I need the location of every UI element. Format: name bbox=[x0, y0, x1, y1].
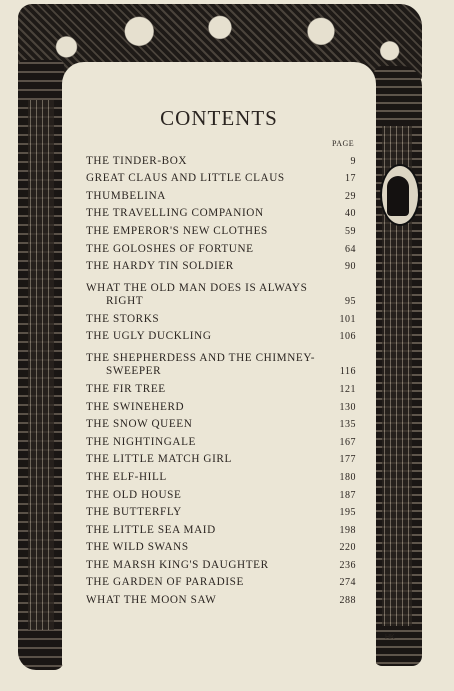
contents-entry bbox=[86, 168, 356, 186]
decorative-border-left bbox=[18, 60, 64, 670]
contents-entry bbox=[86, 343, 356, 378]
contents-entry bbox=[86, 431, 356, 449]
entry-title: THUMBELINA bbox=[86, 189, 166, 202]
entry-page: 121 bbox=[339, 383, 356, 395]
entry-page: 274 bbox=[339, 577, 356, 589]
entry-title: THE EMPEROR'S NEW CLOTHES bbox=[86, 224, 268, 237]
entry-title: THE GARDEN OF PARADISE bbox=[86, 576, 244, 589]
entry-page: 90 bbox=[345, 261, 356, 273]
entry-title: THE STORKS bbox=[86, 312, 160, 325]
entry-title: THE BUTTERFLY bbox=[86, 506, 182, 519]
contents-entry bbox=[86, 150, 356, 168]
contents-entry bbox=[86, 449, 356, 467]
page-column-label: PAGE bbox=[332, 139, 355, 148]
entry-title: THE SNOW QUEEN bbox=[86, 418, 193, 431]
entry-page: 167 bbox=[339, 436, 356, 448]
entry-page: 180 bbox=[339, 471, 356, 483]
entry-title: THE TINDER-BOX bbox=[86, 154, 188, 167]
entry-title: THE UGLY DUCKLING bbox=[86, 330, 212, 343]
contents-entry bbox=[86, 396, 356, 414]
contents-entry bbox=[86, 326, 356, 344]
entry-page: 101 bbox=[339, 313, 356, 325]
entry-page: 198 bbox=[339, 524, 356, 536]
entry-title: THE TRAVELLING COMPANION bbox=[86, 207, 264, 220]
contents-entry bbox=[86, 589, 356, 607]
entry-page: 220 bbox=[339, 542, 356, 554]
entry-title: THE GOLOSHES OF FORTUNE bbox=[86, 242, 254, 255]
contents-entry bbox=[86, 502, 356, 520]
contents-entry bbox=[86, 220, 356, 238]
entry-page: 59 bbox=[345, 225, 356, 237]
entry-page: 64 bbox=[345, 243, 356, 255]
contents-entry bbox=[86, 256, 356, 274]
contents-entry bbox=[86, 466, 356, 484]
entry-title: GREAT CLAUS AND LITTLE CLAUS bbox=[86, 172, 285, 185]
entry-page: 187 bbox=[339, 489, 356, 501]
contents-entry bbox=[86, 308, 356, 326]
entry-title: WHAT THE MOON SAW bbox=[86, 594, 217, 607]
illustrator-monogram: HK bbox=[385, 634, 395, 641]
entry-title: THE HARDY TIN SOLDIER bbox=[86, 260, 234, 273]
entry-title: THE FIR TREE bbox=[86, 382, 166, 395]
entry-title: THE OLD HOUSE bbox=[86, 488, 182, 501]
decorative-border-right bbox=[374, 66, 422, 666]
entry-page: 29 bbox=[345, 190, 356, 202]
entry-page: 9 bbox=[350, 155, 356, 167]
entry-title: THE WILD SWANS bbox=[86, 541, 189, 554]
entry-title bbox=[86, 352, 326, 378]
contents-entry bbox=[86, 203, 356, 221]
entry-title: THE MARSH KING'S DAUGHTER bbox=[86, 558, 269, 571]
entry-title-line1: WHAT THE OLD MAN DOES IS ALWAYS bbox=[86, 282, 308, 295]
contents-list bbox=[86, 150, 356, 607]
entry-page: 130 bbox=[339, 401, 356, 413]
entry-title: THE LITTLE SEA MAID bbox=[86, 523, 216, 536]
entry-title-line2: SWEEPER bbox=[106, 365, 162, 378]
entry-page: 106 bbox=[339, 331, 356, 343]
entry-title: THE ELF-HILL bbox=[86, 470, 167, 483]
contents-entry bbox=[86, 414, 356, 432]
contents-entry bbox=[86, 572, 356, 590]
entry-title: THE NIGHTINGALE bbox=[86, 435, 196, 448]
entry-page: 236 bbox=[339, 559, 356, 571]
entry-page: 195 bbox=[339, 507, 356, 519]
entry-title: THE LITTLE MATCH GIRL bbox=[86, 453, 232, 466]
contents-entry bbox=[86, 378, 356, 396]
entry-page: 116 bbox=[339, 366, 356, 378]
entry-title-line1: THE SHEPHERDESS AND THE CHIMNEY- bbox=[86, 352, 316, 365]
contents-entry bbox=[86, 537, 356, 555]
entry-page: 17 bbox=[345, 173, 356, 185]
contents-entry bbox=[86, 185, 356, 203]
contents-entry bbox=[86, 554, 356, 572]
contents-entry bbox=[86, 484, 356, 502]
entry-page: 135 bbox=[339, 419, 356, 431]
entry-page: 95 bbox=[345, 296, 356, 308]
contents-entry bbox=[86, 273, 356, 308]
contents-entry bbox=[86, 238, 356, 256]
entry-title-line2: RIGHT bbox=[106, 295, 144, 308]
silhouette-figure bbox=[387, 176, 409, 216]
entry-page: 177 bbox=[339, 454, 356, 466]
entry-page: 288 bbox=[339, 595, 356, 607]
contents-entry bbox=[86, 519, 356, 537]
entry-page: 40 bbox=[345, 208, 356, 220]
entry-title: THE SWINEHERD bbox=[86, 400, 185, 413]
entry-title bbox=[86, 282, 326, 308]
page-title: CONTENTS bbox=[160, 106, 278, 130]
